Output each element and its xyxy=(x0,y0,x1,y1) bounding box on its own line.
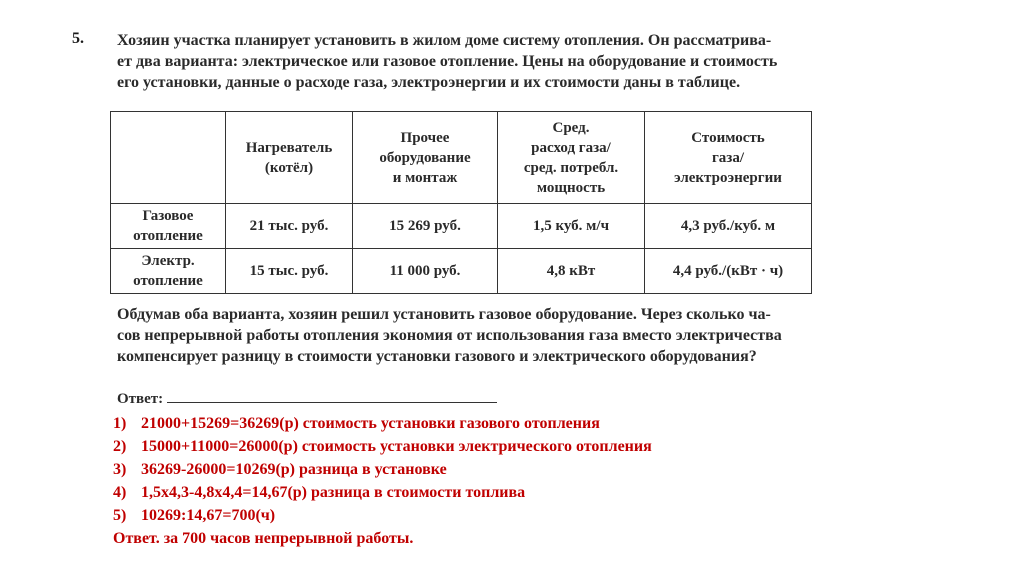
table-cell: 4,3 руб./куб. м xyxy=(645,204,812,249)
row-label-electric: Электр. отопление xyxy=(111,249,226,294)
question-line: сов непрерывной работы отопления экономия от использования газа вместо электричества xyxy=(117,327,782,344)
problem-line: Хозяин участка планирует установить в жилом доме систему отопления. Он рассматрива- xyxy=(117,32,772,49)
question-line: компенсирует разницу в стоимости установки газового и электрического оборудования? xyxy=(117,348,757,365)
solution-final-answer: Ответ. за 700 часов непрерывной работы. xyxy=(113,530,414,547)
header-cell-consumption: Сред. расход газа/ сред. потребл. мощность xyxy=(498,112,645,204)
solution-step: 5) 10269:14,67=700(ч) xyxy=(113,507,276,524)
problem-statement xyxy=(117,30,847,93)
table-cell: 15 тыс. руб. xyxy=(226,249,353,294)
problem-line: его установки, данные о расходе газа, электроэнергии и их стоимости даны в таблице. xyxy=(117,74,741,91)
solution-step: 2) 15000+11000=26000(р) стоимость установки электрического отопления xyxy=(113,438,652,455)
table-cell: 4,8 кВт xyxy=(498,249,645,294)
solution-step: 3) 36269-26000=10269(р) разница в установке xyxy=(113,461,447,478)
table-cell: 4,4 руб./(кВт · ч) xyxy=(645,249,812,294)
problem-line: ет два варианта: электрическое или газовое отопление. Цены на оборудование и стоимость xyxy=(117,53,778,70)
table-cell: 15 269 руб. xyxy=(353,204,498,249)
question-line: Обдумав оба варианта, хозяин решил установить газовое оборудование. Через сколько ча- xyxy=(117,306,771,323)
header-cell-heater: Нагреватель (котёл) xyxy=(226,112,353,204)
table-cell: 21 тыс. руб. xyxy=(226,204,353,249)
header-cell-other-equipment: Прочее оборудование и монтаж xyxy=(353,112,498,204)
data-table xyxy=(110,111,812,294)
solution-step: 4) 1,5х4,3-4,8х4,4=14,67(р) разница в стоимости топлива xyxy=(113,484,526,501)
table-row xyxy=(111,249,812,294)
task-number: 5. xyxy=(72,30,84,47)
table-row xyxy=(111,204,812,249)
table-cell: 11 000 руб. xyxy=(353,249,498,294)
question-text xyxy=(117,304,857,367)
solution-step: 1) 21000+15269=36269(р) стоимость установки газового отопления xyxy=(113,415,600,432)
answer-label: Ответ: xyxy=(117,391,164,407)
row-label-gas: Газовое отопление xyxy=(111,204,226,249)
header-cell-empty xyxy=(111,112,226,204)
solution-block xyxy=(113,412,652,550)
answer-line xyxy=(117,388,497,408)
table-header-row xyxy=(111,112,812,204)
table-cell: 1,5 куб. м/ч xyxy=(498,204,645,249)
answer-blank xyxy=(167,388,497,403)
header-cell-cost: Стоимость газа/ электроэнергии xyxy=(645,112,812,204)
